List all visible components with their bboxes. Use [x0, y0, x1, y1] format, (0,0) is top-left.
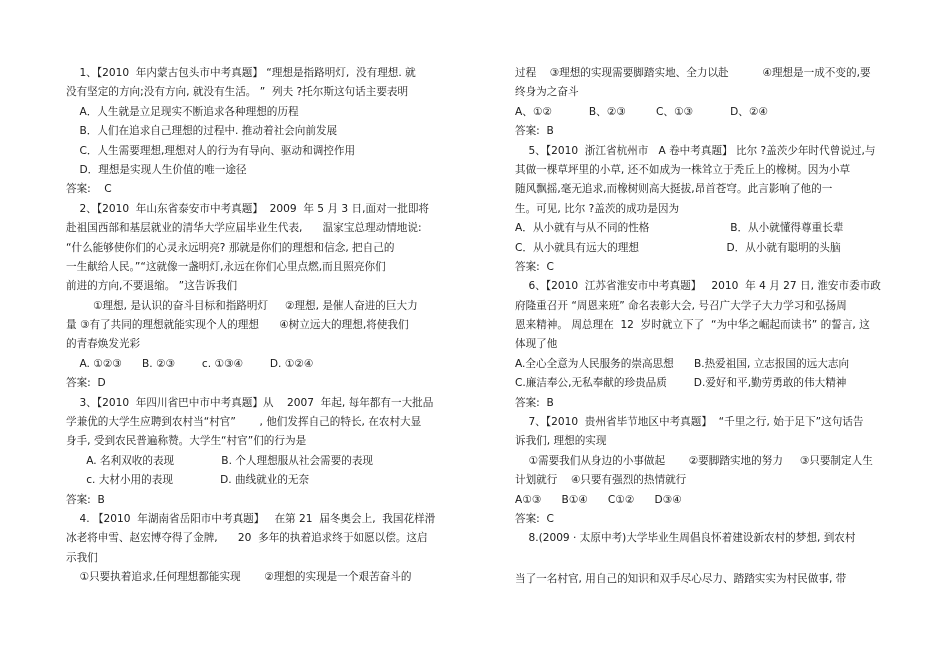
text-line: 答案: B — [66, 493, 105, 506]
text-line: c. 大材小用的表现 D. 曲线就业的无奈 — [66, 474, 310, 487]
text-line: ①需要我们从身边的小事做起 ②要脚踏实地的努力 ③只要制定人生 — [515, 454, 873, 467]
text-line: 示我们 — [66, 551, 98, 564]
text-line: 当了一名村官, 用自己的知识和双手尽心尽力、踏踏实实为村民做事, 带 — [515, 572, 847, 585]
text-line: 答案: B — [515, 125, 554, 138]
text-line: 体现了他 — [515, 338, 558, 351]
text-line: 过程 ③理想的实现需要脚踏实地、全力以赴 ④理想是一成不变的,要 — [515, 67, 871, 79]
text-line: A．人生就是立足现实不断追求各种理想的历程 — [66, 105, 299, 118]
text-line: 恩来精神。 周总理在 12 岁时就立下了 “为中华之崛起而读书” 的誓言, 这 — [515, 319, 870, 332]
text-line: C．从小就具有远大的理想 D．从小就有聪明的头脑 — [515, 241, 841, 254]
text-line: C．人生需要理想,理想对人的行为有导向、驱动和调控作用 — [66, 144, 356, 157]
text-line: 2、【2010 年山东省泰安市中考真题】 2009 年 5 月 3 日,面对一批即将 — [66, 202, 430, 215]
text-line: 的青春焕发光彩 — [66, 338, 141, 351]
text-line: 答案: D — [66, 377, 106, 390]
text-line: 赴祖国西部和基层就业的清华大学应届毕业生代表, 温家宝总理动情地说: — [66, 222, 422, 235]
text-line: 前进的方向,不要退缩。 ”这告诉我们 — [66, 280, 238, 293]
text-line: 府隆重召开 “周恩来班” 命名表彰大会, 号召广大学子大力学习和弘扬周 — [515, 299, 847, 312]
left-column — [66, 64, 438, 588]
text-line: C.廉洁奉公,无私奉献的珍贵品质 D.爱好和平,勤劳勇敢的伟大精神 — [515, 377, 847, 390]
text-line: B．人们在追求自己理想的过程中. 推动着社会向前发展 — [66, 125, 338, 138]
text-line: 答案: C — [66, 183, 112, 196]
text-line: 生。可见, 比尔 ?盖茨的成功是因为 — [515, 202, 680, 215]
text-line: ①理想, 是认识的奋斗目标和指路明灯 ②理想, 是催人奋进的巨大力 — [66, 299, 418, 312]
text-line: A.全心全意为人民服务的崇高思想 B.热爱祖国, 立志报国的远大志向 — [515, 357, 850, 370]
text-line: 计划就行 ④只要有强烈的热情就行 — [515, 474, 687, 487]
text-line: 量 ③有了共同的理想就能实现个人的理想 ④树立远大的理想,将使我们 — [66, 319, 409, 332]
text-line: 没有坚定的方向;没有方向, 就没有生活。 ” 列夫 ?托尔斯这句话主要表明 — [66, 86, 409, 99]
paragraph-gap — [515, 549, 885, 570]
text-line: 答案: C — [515, 512, 554, 525]
text-line: 答案: C — [515, 260, 554, 273]
text-line: 终身为之奋斗 — [515, 86, 579, 99]
text-line: 身手, 受到农民普遍称赞。大学生“村官”们的行为是 — [66, 435, 307, 448]
text-line: 诉我们, 理想的实现 — [515, 435, 607, 448]
text-line: A. 名利双收的表现 B. 个人理想服从社会需要的表现 — [66, 454, 374, 467]
right-column — [515, 64, 885, 589]
text-line: 1、【2010 年内蒙古包头市中考真题】 “理想是指路明灯, 没有理想. 就 — [66, 67, 416, 79]
text-line: 一生献给人民。”“这就像一盏明灯,永远在你们心里点燃,而且照亮你们 — [66, 260, 386, 273]
text-line: A. ①②③ B. ②③ c. ①③④ D. ①②④ — [66, 357, 314, 370]
text-line: 冰老将申雪、赵宏博夺得了金牌, 20 多年的执着追求终于如愿以偿。这启 — [66, 532, 428, 545]
text-line: A①③ B①④ C①② D③④ — [515, 493, 682, 506]
text-line: A．从小就有与从不同的性格 B．从小就懂得尊重长辈 — [515, 222, 844, 235]
text-line: 3、【2010 年四川省巴中市中考真题】从 2007 年起, 每年都有一大批品 — [66, 396, 434, 409]
text-line: A、①② B、②③ C、①③ D、②④ — [515, 105, 768, 118]
text-line: 学兼优的大学生应聘到农村当“村官” , 他们发挥自己的特长, 在农村大显 — [66, 416, 422, 429]
text-line: 其做一棵草坪里的小草, 还不如成为一株耸立于秃丘上的橡树。因为小草 — [515, 163, 851, 176]
text-line: D．理想是实现人生价值的唯一途径 — [66, 163, 247, 176]
text-line: 6、【2010 江苏省淮安市中考真题】 2010 年 4 月 27 日, 淮安市委市政 — [515, 280, 881, 293]
text-line: 答案: B — [515, 396, 554, 409]
text-line: 随风飘摇,毫无追求,而橡树则高大挺拔,昂首苍穹。此言影响了他的一 — [515, 183, 833, 196]
text-line: 8.(2009 · 太原中考)大学毕业生周倡良怀着建设新农村的梦想, 到农村 — [515, 532, 856, 545]
text-line: ①只要执着追求,任何理想都能实现 ②理想的实现是一个艰苦奋斗的 — [66, 571, 412, 584]
text-line: 5、【2010 浙江省杭州市 A 卷中考真题】 比尔 ?盖茨少年时代曾说过,与 — [515, 144, 876, 157]
text-line: 4. 【2010 年湖南省岳阳市中考真题】 在第 21 届冬奥会上, 我国花样滑 — [66, 512, 436, 525]
text-line: “什么能够使你们的心灵永远明亮? 那就是你们的理想和信念, 把自己的 — [66, 241, 395, 254]
text-line: 7、【2010 贵州省毕节地区中考真题】 “千里之行, 始于足下”这句话告 — [515, 416, 864, 429]
